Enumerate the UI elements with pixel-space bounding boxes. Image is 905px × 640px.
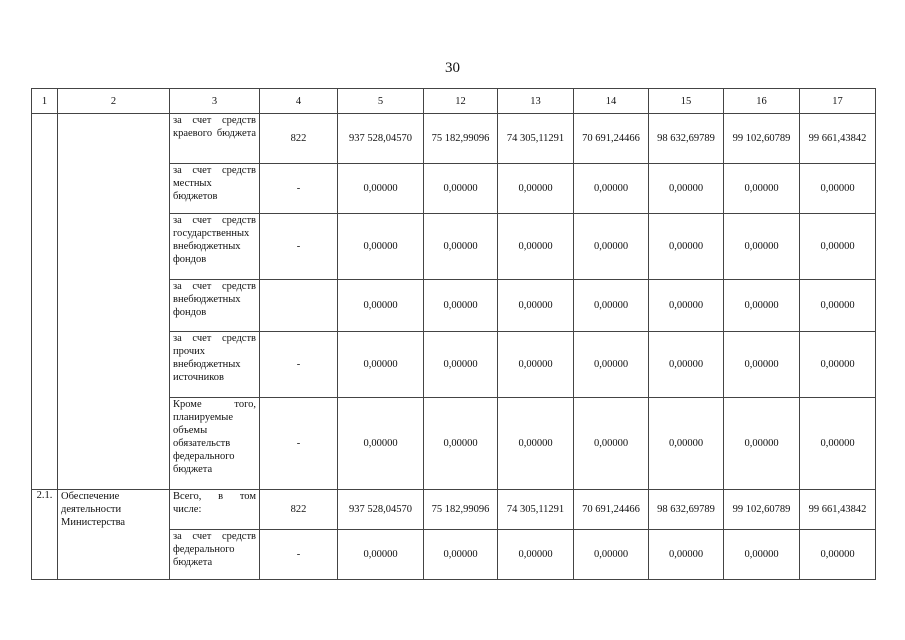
header-cell: 5 xyxy=(338,89,424,114)
value-cell: 0,00000 xyxy=(649,398,724,490)
value-cell: 0,00000 xyxy=(649,164,724,214)
value-cell: 0,00000 xyxy=(574,398,649,490)
value-cell: 0,00000 xyxy=(338,332,424,398)
value-cell: 0,00000 xyxy=(498,332,574,398)
table-row xyxy=(32,490,876,530)
value-cell: 75 182,99096 xyxy=(424,114,498,164)
value-cell: 0,00000 xyxy=(424,332,498,398)
value-cell: 74 305,11291 xyxy=(498,114,574,164)
value-cell: 0,00000 xyxy=(800,530,876,580)
value-cell: 99 661,43842 xyxy=(800,114,876,164)
budget-code-cell xyxy=(260,280,338,332)
value-cell: 70 691,24466 xyxy=(574,490,649,530)
header-cell: 2 xyxy=(58,89,170,114)
value-cell: 0,00000 xyxy=(649,280,724,332)
budget-code-cell: - xyxy=(260,164,338,214)
value-cell: 0,00000 xyxy=(498,214,574,280)
value-cell: 0,00000 xyxy=(338,530,424,580)
value-cell: 0,00000 xyxy=(574,164,649,214)
budget-code-cell: - xyxy=(260,332,338,398)
value-cell: 0,00000 xyxy=(649,332,724,398)
value-cell: 0,00000 xyxy=(800,214,876,280)
value-cell: 0,00000 xyxy=(649,214,724,280)
value-cell: 0,00000 xyxy=(424,164,498,214)
value-cell: 0,00000 xyxy=(724,164,800,214)
funding-source-cell: за счет средств государственных внебюджетных фондов xyxy=(170,214,260,280)
funding-source-cell: Кроме того, планируемые объемы обязательств федерального бюджета xyxy=(170,398,260,490)
value-cell: 0,00000 xyxy=(800,332,876,398)
funding-source-cell: за счет средств федерального бюджета xyxy=(170,530,260,580)
value-cell: 0,00000 xyxy=(498,280,574,332)
table-body xyxy=(32,114,876,580)
value-cell: 0,00000 xyxy=(724,398,800,490)
value-cell: 0,00000 xyxy=(649,530,724,580)
value-cell: 99 102,60789 xyxy=(724,490,800,530)
header-cell: 13 xyxy=(498,89,574,114)
value-cell: 70 691,24466 xyxy=(574,114,649,164)
value-cell: 0,00000 xyxy=(498,398,574,490)
value-cell: 0,00000 xyxy=(338,280,424,332)
value-cell: 0,00000 xyxy=(338,164,424,214)
value-cell: 0,00000 xyxy=(800,398,876,490)
page-number: 30 xyxy=(445,60,460,76)
value-cell: 0,00000 xyxy=(424,530,498,580)
funding-source-cell: Всего, в том числе: xyxy=(170,490,260,530)
header-cell: 15 xyxy=(649,89,724,114)
value-cell: 0,00000 xyxy=(424,398,498,490)
value-cell: 0,00000 xyxy=(724,530,800,580)
budget-code-cell: - xyxy=(260,398,338,490)
value-cell: 0,00000 xyxy=(574,280,649,332)
row-name-cell: Обеспечение деятельности Министерства xyxy=(58,490,170,580)
value-cell: 0,00000 xyxy=(574,214,649,280)
value-cell: 98 632,69789 xyxy=(649,490,724,530)
budget-code-cell: - xyxy=(260,530,338,580)
value-cell: 0,00000 xyxy=(498,164,574,214)
row-number-cell: 2.1. xyxy=(32,490,58,580)
table-row xyxy=(32,114,876,164)
value-cell: 0,00000 xyxy=(498,530,574,580)
header-cell: 1 xyxy=(32,89,58,114)
value-cell: 937 528,04570 xyxy=(338,490,424,530)
funding-source-cell: за счет средств внебюджетных фондов xyxy=(170,280,260,332)
value-cell: 937 528,04570 xyxy=(338,114,424,164)
row-name-cell xyxy=(58,114,170,490)
value-cell: 0,00000 xyxy=(338,398,424,490)
funding-source-cell: за счет средств прочих внебюджетных источников xyxy=(170,332,260,398)
funding-source-cell: за счет средств местных бюджетов xyxy=(170,164,260,214)
value-cell: 0,00000 xyxy=(424,280,498,332)
value-cell: 74 305,11291 xyxy=(498,490,574,530)
budget-code-cell: 822 xyxy=(260,490,338,530)
value-cell: 0,00000 xyxy=(800,164,876,214)
value-cell: 0,00000 xyxy=(424,214,498,280)
table-header xyxy=(32,89,876,114)
header-cell: 16 xyxy=(724,89,800,114)
header-cell: 12 xyxy=(424,89,498,114)
value-cell: 99 661,43842 xyxy=(800,490,876,530)
budget-code-cell: 822 xyxy=(260,114,338,164)
value-cell: 0,00000 xyxy=(724,332,800,398)
value-cell: 0,00000 xyxy=(800,280,876,332)
header-cell: 4 xyxy=(260,89,338,114)
budget-table xyxy=(31,88,876,580)
budget-code-cell: - xyxy=(260,214,338,280)
header-row xyxy=(32,89,876,114)
header-cell: 14 xyxy=(574,89,649,114)
header-cell: 3 xyxy=(170,89,260,114)
funding-source-cell: за счет средств краевого бюджета xyxy=(170,114,260,164)
value-cell: 98 632,69789 xyxy=(649,114,724,164)
value-cell: 0,00000 xyxy=(724,214,800,280)
value-cell: 0,00000 xyxy=(338,214,424,280)
value-cell: 0,00000 xyxy=(574,332,649,398)
value-cell: 75 182,99096 xyxy=(424,490,498,530)
value-cell: 0,00000 xyxy=(724,280,800,332)
value-cell: 99 102,60789 xyxy=(724,114,800,164)
row-number-cell xyxy=(32,114,58,490)
header-cell: 17 xyxy=(800,89,876,114)
value-cell: 0,00000 xyxy=(574,530,649,580)
